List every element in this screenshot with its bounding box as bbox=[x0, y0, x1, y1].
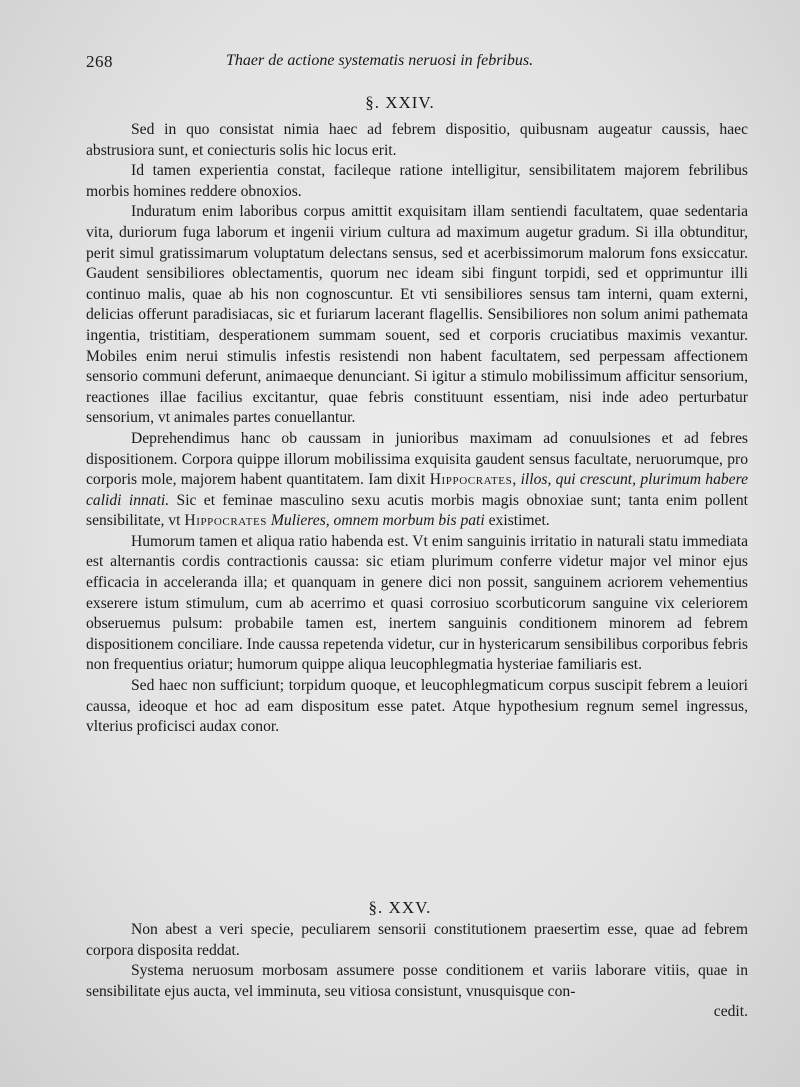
paragraph: Id tamen experientia constat, facileque ratione intelligitur, sensibilitatem majorem febrilibus morbis homines reddere obnoxios. bbox=[86, 162, 748, 200]
paragraph: Systema neruosum morbosam assumere posse conditionem et variis laborare vitiis, quae in sensibilitate ejus aucta, vel imminuta, seu vitiosa consistunt, vnusquisque con- bbox=[86, 962, 748, 1000]
text-run: Sic et feminae masculino sexu acutis morbis magis obnoxiae sunt; tanta enim pollent sensibilitate, vt bbox=[86, 491, 748, 530]
paragraph: Sed in quo consistat nimia haec ad febrem dispositio, quibusnam augeatur caussis, haec abstrusiora sunt, et coniecturis solis hic locus erit. bbox=[86, 121, 748, 159]
section-xxv-body bbox=[86, 920, 748, 1023]
author-name: Hippocrates bbox=[184, 512, 267, 530]
author-name: Hippocrates bbox=[429, 471, 513, 489]
paragraph: Induratum enim laboribus corpus amittit exquisitam illam sentiendi facultatem, quae sedentaria vita, duriorum fuga laborum et ingenii virium cultura ad maximum augetur gradum. Si illa obtunditur, perit simul gratissimarum voluptatum delectans sensus, sed et acerbissimorum malorum fons exsiccatur. Gaudent sensibiliores oblectamentis, quorum nec ideam sibi fingunt torpidi, sed et opprimuntur illi continuo malis, quae ab his non cognoscuntur. Et vti sensibiliores sensus tam interni, quam externi, delicias offerunt paradisiacas, sic et furiarum lacerant flagellis. Sensibiliores non solum animi pathemata ingentia, tristitiam, desperationem summam souent, sed et corporis cruciatibus maximis vexantur. Mobiles enim nerui stimulis infestis resistendi non habent facultatem, sed perpessam affectionem sensorio communi deferunt, animaeque denunciant. Si igitur a stimulo mobilissimum afficitur sensorium, reactiones illae facilius excitantur, quae febris constituunt essentiam, nisi inde adeo perturbatur sensorium, vt animales partes conuellantur. bbox=[86, 203, 748, 427]
catchword: cedit. bbox=[713, 1003, 748, 1021]
paragraph: Deprehendimus hanc ob caussam in junioribus maximam ad conuulsiones et ad febres dispositionem. Corpora quippe illorum mobilissima exquisita gaudent sensus facultate, neruorumque, pro corporis mole, majorem habent quantitatem. Iam dixit Hippocrates, illos, qui crescunt, plurimum habere calidi innati. Sic et feminae masculino sexu acutis morbis magis obnoxiae sunt; tanta enim pollent sensibilitate, vt Hippocrates Mulieres, omnem morbum bis pati existimet. bbox=[86, 429, 749, 530]
quotation: illos, qui crescunt, plurimum habere calidi innati. bbox=[86, 471, 749, 509]
paragraph: Humorum tamen et aliqua ratio habenda est. Vt enim sanguinis irritatio in naturali statu immediata est alternantis cordis contractionis caussa: sic etiam plurimum conferre videtur major vel minor ejus efficacia in acceleranda illa; et quanquam in genere dici non possit, sanguinem acriorem vehementius exserere istum stimulum, cum ab acerrimo et quasi corrosiuo scorbuticorum sanguine vix celeriorem obseruemus pulsum: probabile tamen est, inertem sanguinis conditionem minorem ad febrem dispositionem conciliare. Inde caussa repetenda videtur, cur in hystericarum sensibilibus corporibus febris non frequentius oriatur; humorum quippe aliqua leucophlegmatia hysteriae familiaris est. bbox=[86, 532, 748, 674]
section-heading-xxiv: §. XXIV. bbox=[365, 93, 435, 112]
text-run: Deprehendimus hanc ob caussam in junioribus maximam ad conuulsiones et ad febres dispositionem. Corpora quippe illorum mobilissima exquisita gaudent sensus facultate, neruorumque, pro corporis mole, majorem habent quantitatem. Iam dixit bbox=[86, 429, 748, 489]
section-heading-xxv: §. XXV. bbox=[368, 898, 432, 917]
running-head: Thaer de actione systematis neruosi in febribus. bbox=[226, 52, 534, 69]
text-run: existimet. bbox=[488, 512, 550, 530]
quotation: Mulieres, omnem morbum bis pati bbox=[270, 512, 485, 530]
section-xxiv-body bbox=[86, 120, 748, 738]
page-header bbox=[86, 52, 746, 76]
paragraph: Non abest a veri specie, peculiarem sensorii constitutionem praesertim esse, quae ad febrem corpora disposita reddat. bbox=[86, 921, 748, 959]
page-number: 268 bbox=[86, 52, 113, 71]
paragraph: Sed haec non sufficiunt; torpidum quoque, et leucophlegmaticum corpus suscipit febrem a leuiori caussa, ideoque et hoc ad eam dispositum esse patet. Atque hypothesium regnum semel ingressus, vlterius proficisci audax conor. bbox=[86, 677, 748, 736]
